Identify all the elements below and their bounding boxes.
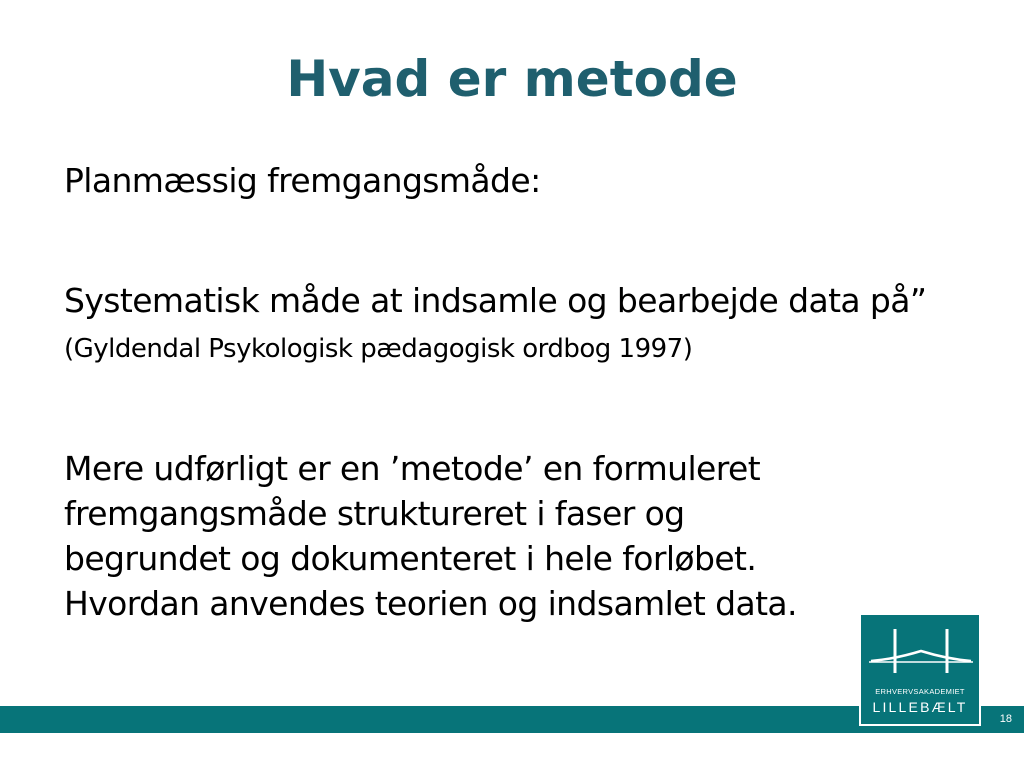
paragraph-definition bbox=[64, 278, 964, 372]
logo-erhvervsakademiet-lillebaelt bbox=[859, 613, 981, 726]
bridge-icon bbox=[861, 615, 979, 685]
slide-title: Hvad er metode bbox=[286, 50, 738, 108]
paragraph-planmaessig: Planmæssig fremgangsmåde: bbox=[64, 161, 541, 200]
logo-text-line2: LILLEBÆLT bbox=[872, 699, 968, 715]
paragraph-elaboration bbox=[64, 446, 964, 626]
logo-text-line1: ERHVERVSAKADEMIET bbox=[875, 687, 965, 696]
definition-citation: (Gyldendal Psykologisk pædagogisk ordbog 1997) bbox=[64, 334, 693, 364]
elaboration-line: fremgangsmåde struktureret i faser og bbox=[64, 494, 685, 533]
elaboration-line: Mere udførligt er en ’metode’ en formuleret bbox=[64, 449, 761, 488]
elaboration-line: Hvordan anvendes teorien og indsamlet data. bbox=[64, 584, 797, 623]
elaboration-line: begrundet og dokumenteret i hele forløbet. bbox=[64, 539, 757, 578]
definition-text: Systematisk måde at indsamle og bearbejde data på” bbox=[64, 281, 927, 320]
page-number: 18 bbox=[999, 713, 1012, 725]
